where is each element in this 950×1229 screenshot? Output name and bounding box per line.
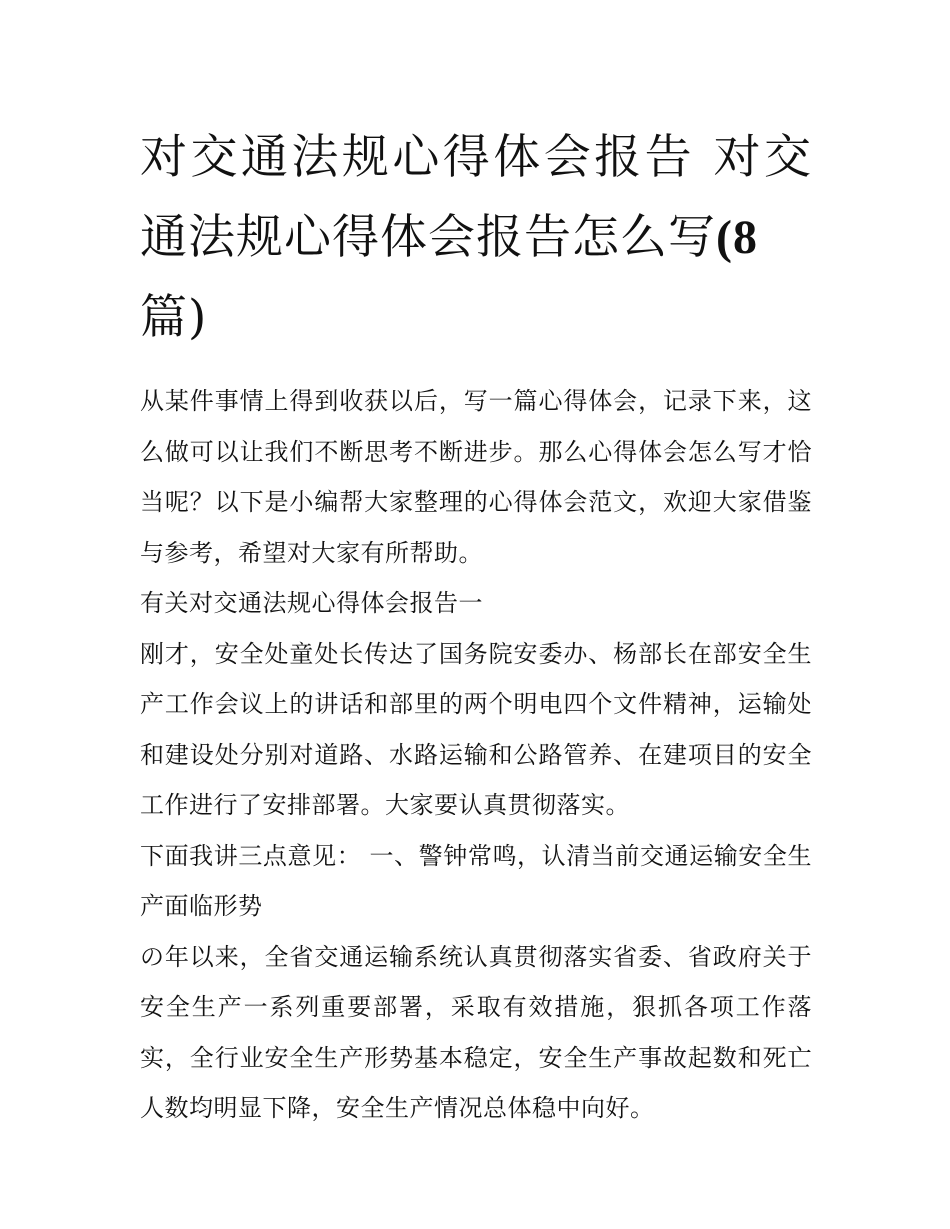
title-count: (8 <box>716 211 758 264</box>
body-paragraph: 刚才，安全处童处长传达了国务院安委办、杨部长在部安全生产工作会议上的讲话和部里的两个明电四个文件精神，运输处和建设处分别对道路、水路运输和公路管养、在建项目的安全工作进行了安排部署。大家要认真贯彻落实。 <box>140 639 812 819</box>
body-paragraph: 下面我讲三点意见： 一、警钟常鸣，认清当前交通运输安全生产面临形势 <box>140 841 812 920</box>
document-body <box>140 376 812 1134</box>
section-heading: 有关对交通法规心得体会报告一 <box>140 589 483 617</box>
document-page <box>140 118 812 1134</box>
body-paragraph: の年以来，全省交通运输系统认真贯彻落实省委、省政府关于安全生产一系列重要部署，采取有效措施，狠抓各项工作落实，全行业安全生产形势基本稳定，安全生产事故起数和死亡人数均明显下降，安全生产情况总体稳中向好。 <box>140 942 812 1122</box>
title-text: 对交通法规心得体会报告 对交通法规心得体会报告怎么写 <box>140 130 812 265</box>
title-tail: 篇) <box>140 290 208 345</box>
document-title <box>140 118 812 358</box>
intro-paragraph: 从某件事情上得到收获以后，写一篇心得体会，记录下来，这么做可以让我们不断思考不断进步。那么心得体会怎么写才恰当呢？以下是小编帮大家整理的心得体会范文，欢迎大家借鉴与参考，希望对大家有所帮助。 <box>140 387 812 567</box>
